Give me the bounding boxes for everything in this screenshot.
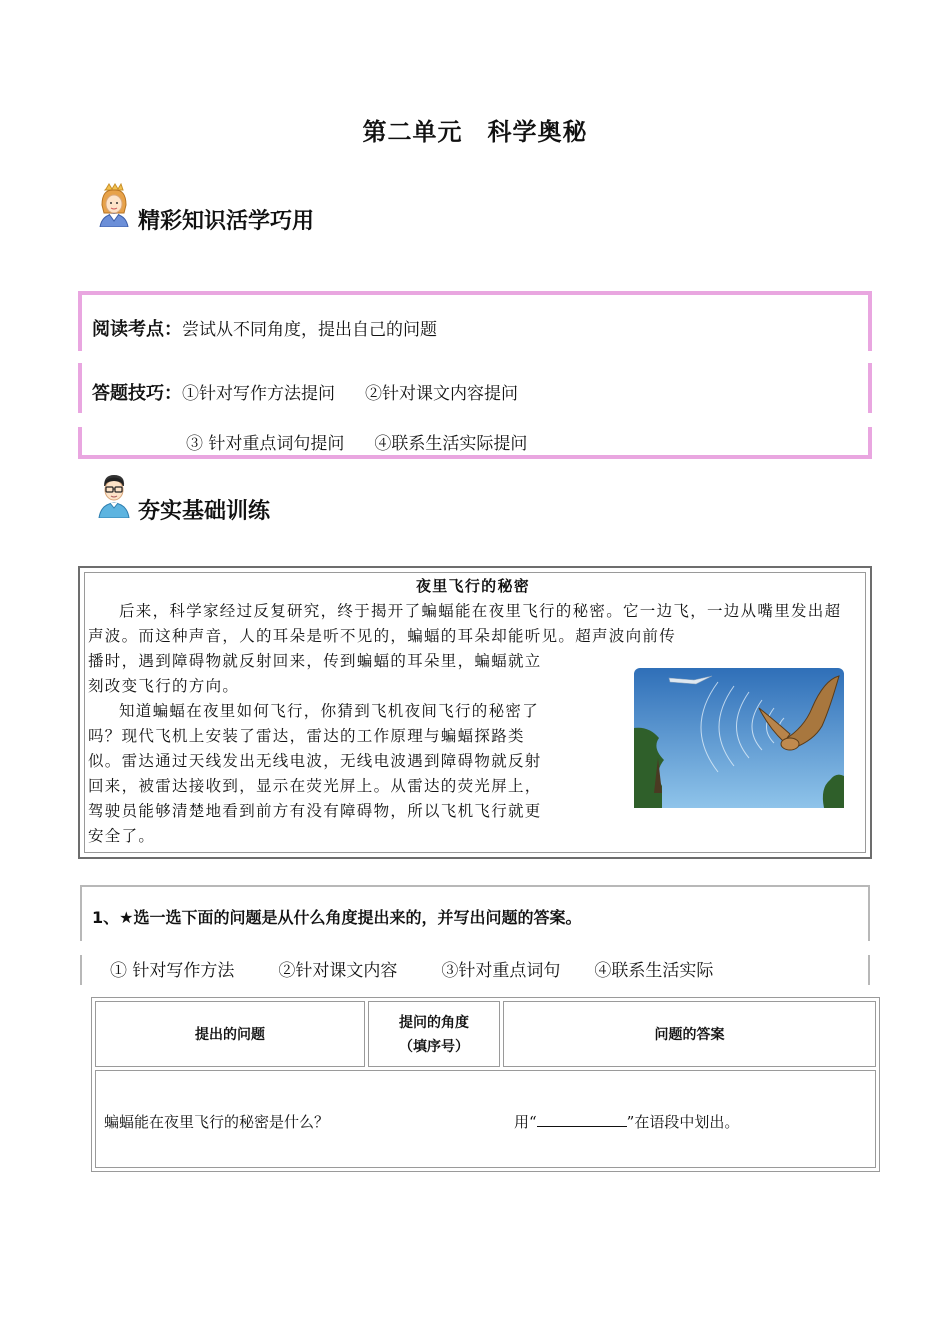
section-heading-tips: 精彩知识活学巧用: [138, 209, 315, 234]
passage-line: 播时，遇到障碍物就反射回来，传到蝙蝠的耳朵里，蝙蝠就立: [88, 652, 542, 670]
tips-line-1: [92, 379, 518, 405]
page-title: 第二单元 科学奥秘: [362, 118, 588, 146]
passage-line: 回来，被雷达接收到，显示在荧光屏上。从雷达的荧光屏上，: [88, 777, 542, 795]
bat-radar-illustration: [634, 668, 844, 808]
reading-point-label: 阅读考点：: [92, 319, 182, 340]
tip-2: ②针对课文内容提问: [365, 384, 518, 404]
tip-1: ①针对写作方法提问: [182, 384, 335, 404]
option-1: ① 针对写作方法: [110, 961, 235, 981]
reading-point-line: [92, 315, 437, 341]
passage-line: 吗？现代飞机上安装了雷达，雷达的工作原理与蝙蝠探路类: [88, 727, 525, 745]
passage-line: 知道蝙蝠在夜里如何飞行，你猜到飞机夜间飞行的秘密了: [119, 702, 540, 720]
tip-4: ④联系生活实际提问: [374, 434, 528, 454]
header-answer: 问题的答案: [503, 1001, 876, 1067]
option-2: ②针对课文内容: [278, 961, 398, 981]
answer-prefix: 用“: [514, 1113, 537, 1131]
header-angle-line2: （填序号）: [399, 1039, 469, 1055]
passage-line: 驾驶员能够清楚地看到前方有没有障碍物，所以飞机飞行就更: [88, 802, 542, 820]
student-icon: [96, 472, 132, 518]
header-angle-line1: 提问的角度: [399, 1015, 469, 1031]
row-question: 蝙蝠能在夜里飞行的秘密是什么？: [104, 1113, 330, 1131]
table-row-cell: [95, 1070, 876, 1168]
passage-line: 似。雷达通过天线发出无线电波，无线电波遇到障碍物就反射: [88, 752, 542, 770]
question-1-box: [80, 885, 870, 985]
reading-passage-box: [78, 566, 872, 859]
tip-3: ③ 针对重点词句提问: [186, 434, 345, 454]
option-4: ④联系生活实际: [594, 961, 714, 981]
question-1-prompt: 1、★选一选下面的问题是从什么角度提出来的，并写出问题的答案。: [92, 908, 582, 927]
key-points-box: [78, 291, 872, 459]
passage-line: 刻改变飞行的方向。: [88, 677, 240, 695]
passage-line: 安全了。: [88, 827, 156, 845]
tips-label: 答题技巧：: [92, 383, 182, 404]
passage-para1: 后来，科学家经过反复研究，终于揭开了蝙蝠能在夜里飞行的秘密。它一边飞，一边从嘴里发出超声波。而这种声音，人的耳朵是听不见的，蝙蝠的耳朵却能听见。超声波向前传: [88, 602, 842, 645]
tips-line-2: [186, 429, 527, 454]
answer-suffix: ”在语段中划出。: [626, 1113, 740, 1131]
answer-table: [91, 997, 880, 1172]
row-answer: [514, 1111, 739, 1132]
reading-point-text: 尝试从不同角度，提出自己的问题: [182, 320, 437, 340]
table-row: [95, 1070, 876, 1168]
header-angle: [368, 1001, 500, 1067]
table-header-row: [95, 1001, 876, 1067]
question-1-options: [110, 956, 713, 981]
answer-blank[interactable]: [537, 1112, 627, 1127]
section-heading-practice: 夯实基础训练: [138, 499, 271, 524]
passage-title: 夜里飞行的秘密: [415, 577, 531, 595]
option-3: ③针对重点词句: [441, 961, 561, 981]
princess-icon: [96, 183, 132, 227]
header-question: 提出的问题: [95, 1001, 365, 1067]
